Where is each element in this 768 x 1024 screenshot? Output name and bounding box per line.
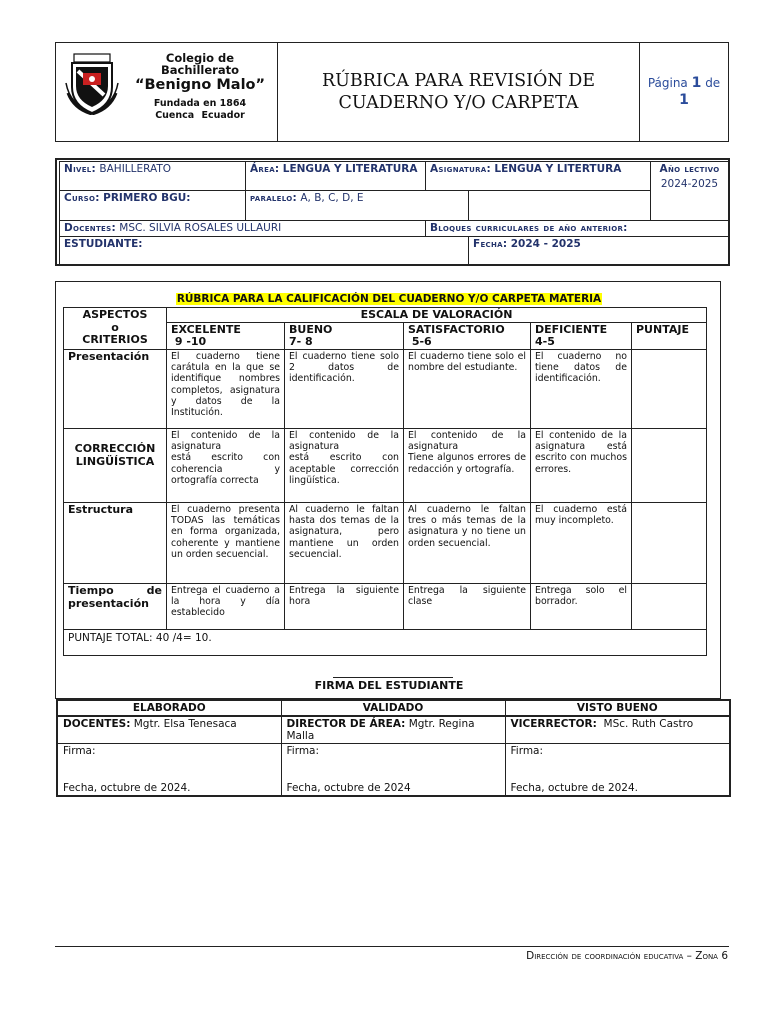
approval-date: Fecha, octubre de 2024.: [510, 781, 639, 794]
paralelo-value: A, B, C, D, E: [300, 192, 364, 204]
criteria-cell: El contenido de la asignatura está escrito con aceptable corrección lingüística.: [285, 429, 404, 503]
firma-label: Firma:: [286, 745, 320, 757]
rubric-box: [55, 281, 721, 699]
criteria-cell: Entrega el cuaderno a la hora y día establecido: [167, 584, 285, 630]
firma-label: Firma:: [63, 745, 96, 757]
school-block: [56, 43, 278, 141]
student-signature-label: FIRMA DEL ESTUDIANTE: [314, 679, 464, 692]
score-cell: [632, 350, 707, 429]
estudiante-label: ESTUDIANTE:: [64, 238, 143, 250]
area-cell: [246, 162, 426, 191]
course-info-box: [55, 158, 730, 266]
page-current: 1: [691, 75, 702, 91]
page-total: 1: [679, 92, 689, 108]
role-label: DOCENTES:: [63, 718, 131, 730]
approval-table: [56, 699, 731, 797]
document-title: RÚBRICA PARA REVISIÓN DE CUADERNO Y/O CARPETA: [278, 43, 640, 141]
nivel-label: Nivel:: [64, 163, 97, 175]
anio-lectivo-cell: [651, 162, 729, 221]
estudiante-cell: [60, 237, 469, 265]
nivel-cell: [60, 162, 246, 191]
rubric-row: [64, 429, 707, 503]
approval-signature-row: [57, 744, 730, 796]
bloques-label: Bloques curriculares de año anterior:: [430, 222, 628, 234]
criteria-cell: El contenido de la asignatura está escrito con coherencia y ortografía correcta: [167, 429, 285, 503]
role-name: Mgtr. Regina Malla: [286, 718, 478, 742]
criteria-cell: El cuaderno no tiene datos de identificación.: [531, 350, 632, 429]
paralelo-cell: [246, 191, 469, 221]
criteria-cell: Entrega solo el borrador.: [531, 584, 632, 630]
aspect-cell: Presentación: [64, 350, 167, 429]
bloques-cell: [426, 221, 729, 237]
school-founded: Fundada en 1864: [153, 98, 247, 109]
total-row: [64, 630, 707, 656]
approval-role-cell: [57, 716, 281, 744]
paralelo-label: paralelo:: [250, 192, 298, 204]
aspect-cell: Tiempo de presentación: [64, 584, 167, 630]
aspect-cell: CORRECCIÓN LINGÜÍSTICA: [64, 429, 167, 503]
rubric-table: [63, 307, 707, 656]
criteria-cell: Al cuaderno le faltan hasta dos temas de la asignatura, pero mantiene un orden secuencial.: [285, 503, 404, 584]
empty-cell: [469, 191, 651, 221]
level-name: BUENO: [289, 323, 333, 336]
aspect-cell: Estructura: [64, 503, 167, 584]
level-name: EXCELENTE: [171, 323, 241, 336]
criteria-cell: El cuaderno está muy incompleto.: [531, 503, 632, 584]
total-score: PUNTAJE TOTAL: 40 /4= 10.: [64, 630, 707, 656]
role-label: DIRECTOR DE ÁREA:: [286, 718, 406, 730]
curso-label: Curso:: [64, 192, 100, 204]
approval-header: VISTO BUENO: [505, 700, 730, 716]
docentes-label: Docentes:: [64, 222, 116, 234]
school-line2: Bachillerato: [161, 63, 239, 77]
rubric-title-text: RÚBRICA PARA LA CALIFICACIÓN DEL CUADERNO Y/O CARPETA MATERIA: [176, 293, 602, 305]
curso-value: PRIMERO BGU:: [103, 192, 191, 204]
score-cell: [632, 429, 707, 503]
approval-role-cell: [505, 716, 730, 744]
school-name: “Benigno Malo”: [134, 77, 266, 93]
criteria-cell: Entrega la siguiente clase: [404, 584, 531, 630]
fecha-label: Fecha:: [473, 238, 508, 250]
document-header: [55, 42, 729, 142]
area-value: LENGUA Y LITERATURA: [282, 163, 418, 175]
score-cell: [632, 503, 707, 584]
approval-role-row: [57, 716, 730, 744]
fecha-cell: [469, 237, 729, 265]
score-cell: [632, 584, 707, 630]
approval-role-cell: [281, 716, 505, 744]
approval-header: VALIDADO: [281, 700, 505, 716]
criteria-cell: Al cuaderno le faltan tres o más temas de la asignatura y no tiene un orden secuencial.: [404, 503, 531, 584]
docentes-cell: [60, 221, 426, 237]
level-header-2: [404, 323, 531, 350]
approval-date: Fecha, octubre de 2024.: [63, 781, 191, 794]
docentes-value: MSC. SILVIA ROSALES ULLAURI: [119, 222, 282, 234]
rubric-row: [64, 503, 707, 584]
role-label: VICERRECTOR:: [510, 718, 597, 730]
fecha-value: 2024 - 2025: [510, 238, 581, 250]
rubric-row: [64, 584, 707, 630]
rubric-row: [64, 350, 707, 429]
criteria-cell: El cuaderno presenta TODAS las temáticas en forma organizada, coherente y mantiene un orden secuencial.: [167, 503, 285, 584]
curso-cell: [60, 191, 246, 221]
approval-header-row: [57, 700, 730, 716]
level-name: DEFICIENTE: [535, 323, 608, 336]
footer-rule: [55, 946, 729, 947]
anio-lectivo-value: 2024-2025: [660, 178, 719, 190]
approval-date: Fecha, octubre de 2024: [286, 781, 411, 794]
signature-line: [333, 677, 453, 678]
anio-lectivo-label: Año lectivo: [659, 163, 720, 175]
criteria-cell: El cuaderno tiene solo 2 datos de identificación.: [285, 350, 404, 429]
aspectos-header: ASPECTOS o CRITERIOS: [64, 308, 167, 350]
page-of: de: [705, 76, 721, 90]
rubric-title: [151, 293, 627, 306]
level-header-0: [167, 323, 285, 350]
escala-header: ESCALA DE VALORACIÓN: [167, 308, 707, 323]
role-name: MSc. Ruth Castro: [596, 718, 694, 730]
asignatura-value: LENGUA Y LITERTURA: [494, 163, 622, 175]
level-range: 7- 8: [289, 335, 313, 348]
firma-label: Firma:: [510, 745, 544, 757]
criteria-cell: El contenido de la asignatura está escrito con muchos errores.: [531, 429, 632, 503]
level-range: 4-5: [535, 335, 555, 348]
rubric-table-body: [64, 308, 707, 656]
footer-text: Dirección de coordinación educativa – Zona 6: [526, 950, 728, 962]
criteria-cell: El cuaderno tiene carátula en la que se identifique nombres completos, asignatura y datos de la Institución.: [167, 350, 285, 429]
approval-signature-cell: [281, 744, 505, 796]
school-name-block: [130, 52, 270, 122]
criteria-cell: El contenido de la asignatura Tiene algunos errores de redacción y ortografía.: [404, 429, 531, 503]
asignatura-cell: [426, 162, 651, 191]
approval-table-body: [57, 700, 730, 796]
page-number: [640, 43, 728, 141]
puntaje-header: PUNTAJE: [632, 323, 707, 350]
level-range: 5-6: [408, 335, 432, 348]
criteria-cell: El cuaderno tiene solo el nombre del estudiante.: [404, 350, 531, 429]
nivel-value: BAHILLERATO: [99, 163, 172, 175]
level-name: SATISFACTORIO: [408, 323, 505, 336]
school-crest-logo: [64, 53, 120, 115]
level-header-3: [531, 323, 632, 350]
approval-header: ELABORADO: [57, 700, 281, 716]
criteria-cell: Entrega la siguiente hora: [285, 584, 404, 630]
area-label: Área:: [250, 163, 280, 175]
role-name: Mgtr. Elsa Tenesaca: [130, 718, 237, 730]
approval-signature-cell: [505, 744, 730, 796]
school-location: Cuenca Ecuador: [155, 110, 245, 121]
course-info-table: [59, 161, 729, 265]
level-header-1: [285, 323, 404, 350]
asignatura-label: Asignatura:: [430, 163, 492, 175]
level-range: 9 -10: [171, 335, 207, 348]
approval-signature-cell: [57, 744, 281, 796]
page-prefix: Página: [647, 76, 688, 90]
school-line1: Colegio de: [165, 51, 235, 65]
